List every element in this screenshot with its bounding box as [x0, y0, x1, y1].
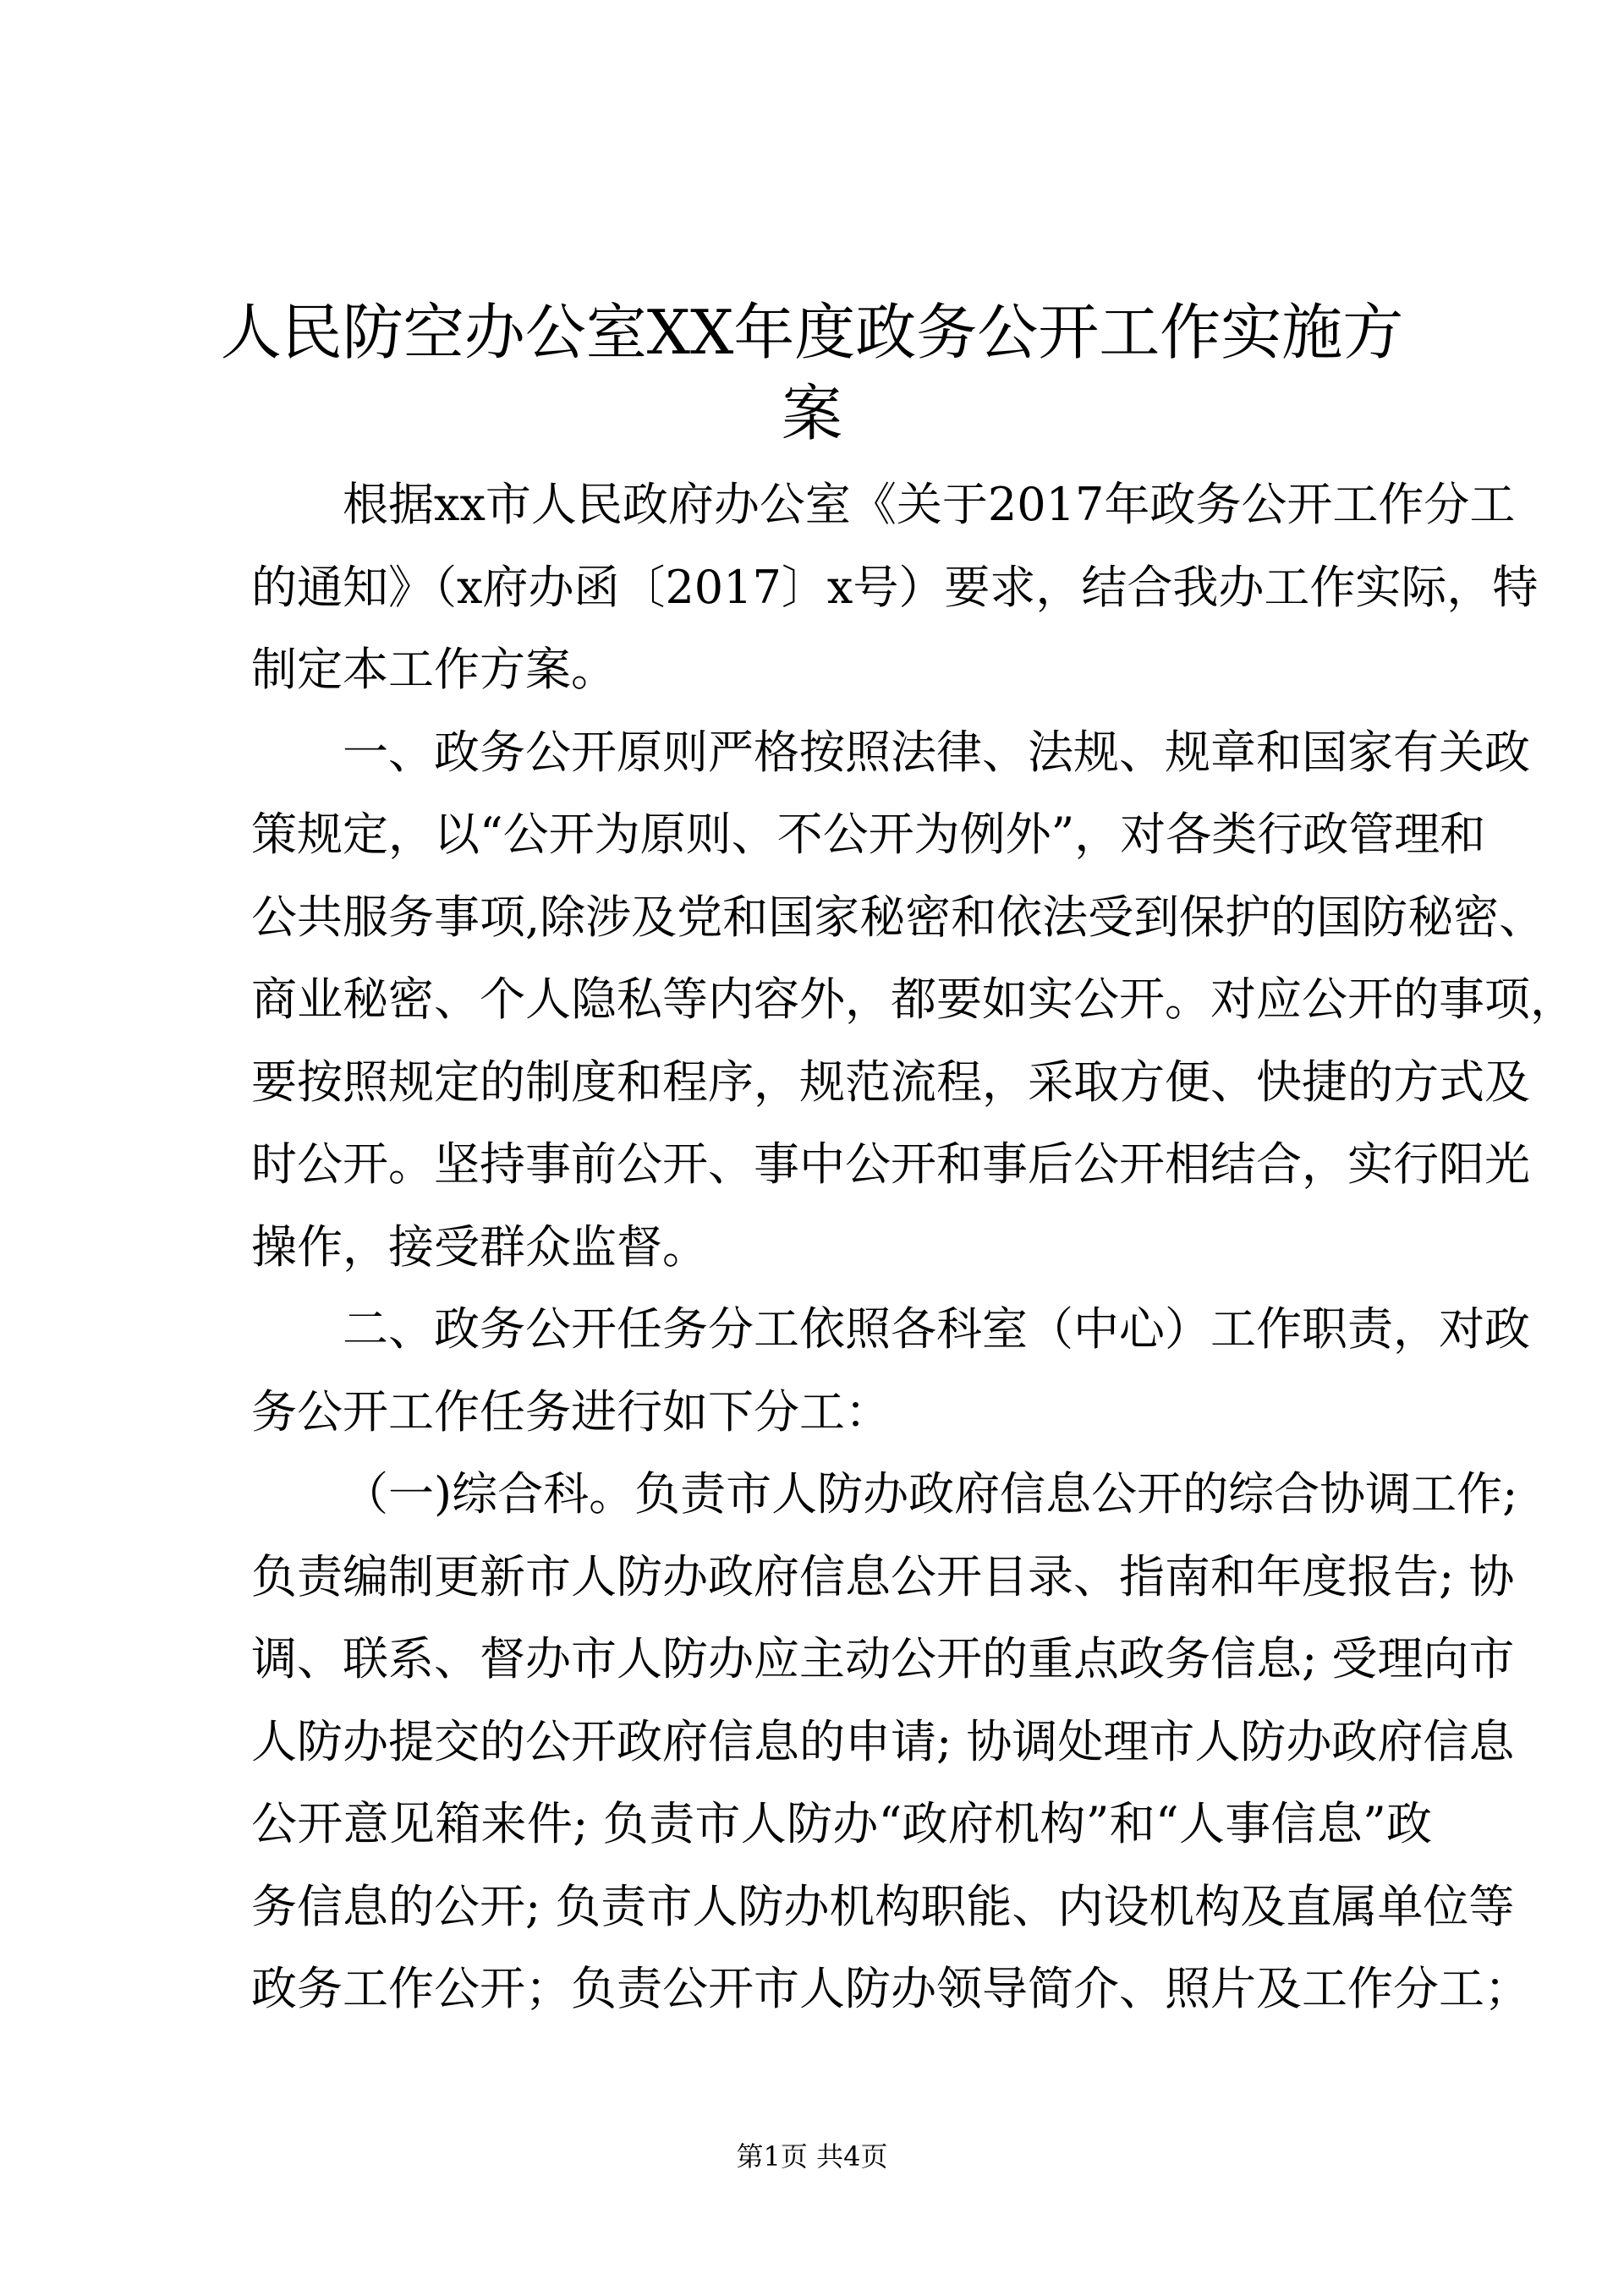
text-line: 制定本工作方案。: [251, 643, 617, 696]
text-line: 务信息的公开; 负责市人防办机构职能、内设机构及直属单位等: [251, 1879, 1515, 1933]
text-line: 策规定，以“公开为原则、不公开为例外”，对各类行政管理和: [251, 808, 1486, 861]
document-title-line-2: 案: [781, 378, 842, 449]
text-line: 二、政务公开任务分工依照各科室（中心）工作职责，对政: [343, 1302, 1530, 1356]
text-line: 调、联系、督办市人防办应主动公开的重点政务信息; 受理向市: [251, 1632, 1515, 1685]
text-line: 操作，接受群众监督。: [251, 1219, 708, 1274]
document-title-line-1: 人民防空办公室XX年度政务公开工作实施方: [220, 297, 1404, 368]
document-body: [251, 463, 1576, 2030]
text-line: 政务工作公开；负责公开市人防办领导简介、照片及工作分工；: [251, 1962, 1530, 2015]
text-line: 的通知》（x府办函〔2017〕x号）要求，结合我办工作实际，特: [251, 560, 1539, 614]
text-line: 根据xx市人民政府办公室《关于2017年政务公开工作分工: [343, 478, 1516, 531]
text-line: （一)综合科。负责市人防办政府信息公开的综合协调工作;: [343, 1467, 1518, 1521]
page-footer: 第1页 共4页: [736, 2140, 888, 2173]
text-line: 商业秘密、个人隐私等内容外，都要如实公开。对应公开的事项，: [251, 973, 1576, 1026]
text-line: 时公开。坚持事前公开、事中公开和事后公开相结合，实行阳光: [251, 1137, 1530, 1191]
text-line: 人防办提交的公开政府信息的申请; 协调处理市人防办政府信息: [251, 1714, 1515, 1768]
text-line: 公共服务事项,除涉及党和国家秘密和依法受到保护的国防秘密、: [251, 890, 1545, 944]
text-line: 务公开工作任务进行如下分工：: [251, 1384, 891, 1438]
text-line: 要按照规定的制度和程序，规范流程，采取方便、快捷的方式及: [251, 1055, 1530, 1109]
text-line: 一、政务公开原则严格按照法律、法规、规章和国家有关政: [343, 725, 1530, 779]
text-line: 负责编制更新市人防办政府信息公开目录、指南和年度报告; 协: [251, 1549, 1515, 1603]
text-line: 公开意见箱来件; 负责市人防办“政府机构”和“人事信息”政: [251, 1797, 1432, 1850]
